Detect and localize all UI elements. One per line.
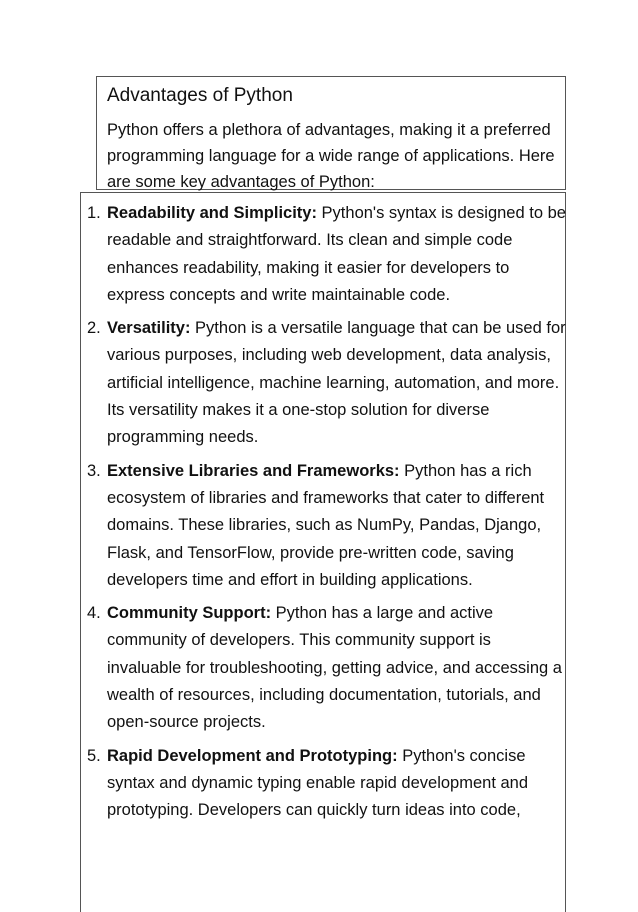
list-number: 5.: [87, 746, 101, 765]
advantage-description: Python's syntax is designed to be readable and straightforward. Its clean and simple code enhances readability, making it easier for developers to express concepts and write maintainable code.: [107, 204, 566, 304]
advantages-list: [78, 200, 568, 831]
list-number: 2.: [87, 319, 101, 338]
advantage-item-readability: [78, 200, 568, 309]
advantage-term: Versatility:: [107, 319, 191, 338]
advantage-item-versatility: [78, 315, 568, 451]
intro-title: Advantages of Python: [107, 85, 293, 106]
advantage-description: Python has a rich ecosystem of libraries and frameworks that cater to different domains. These libraries, such as NumPy, Pandas, Django, Flask, and TensorFlow, provide pre-written code, saving developers time and effort in building applications.: [107, 461, 545, 589]
advantage-description: Python is a versatile language that can be used for various purposes, including web development, data analysis, artificial intelligence, machine learning, automation, and more. Its versatility makes it a one-stop solution for diverse programming needs.: [107, 319, 566, 447]
list-number: 1.: [87, 204, 101, 222]
advantage-item-libraries: [78, 458, 568, 594]
advantage-term: Rapid Development and Prototyping:: [107, 746, 398, 765]
advantage-term: Community Support:: [107, 604, 272, 623]
advantage-description: Python has a large and active community of developers. This community support is invaluable for troubleshooting, getting advice, and accessing a wealth of resources, including documentation, tutorials, and open-source projects.: [107, 604, 562, 732]
advantage-item-rapid-development: [78, 743, 568, 825]
list-number: 3.: [87, 461, 101, 480]
intro-text: Python offers a plethora of advantages, making it a preferred programming language for a wide range of applications. Here are some key advantages of Python:: [107, 121, 555, 191]
advantage-term: Extensive Libraries and Frameworks:: [107, 461, 400, 480]
advantage-item-community: [78, 600, 568, 736]
intro-box: [96, 76, 566, 190]
advantage-description: Python's concise syntax and dynamic typing enable rapid development and prototyping. Developers can quickly turn ideas into code,: [107, 746, 529, 820]
list-number: 4.: [87, 604, 101, 623]
advantage-term: Readability and Simplicity:: [107, 204, 317, 222]
